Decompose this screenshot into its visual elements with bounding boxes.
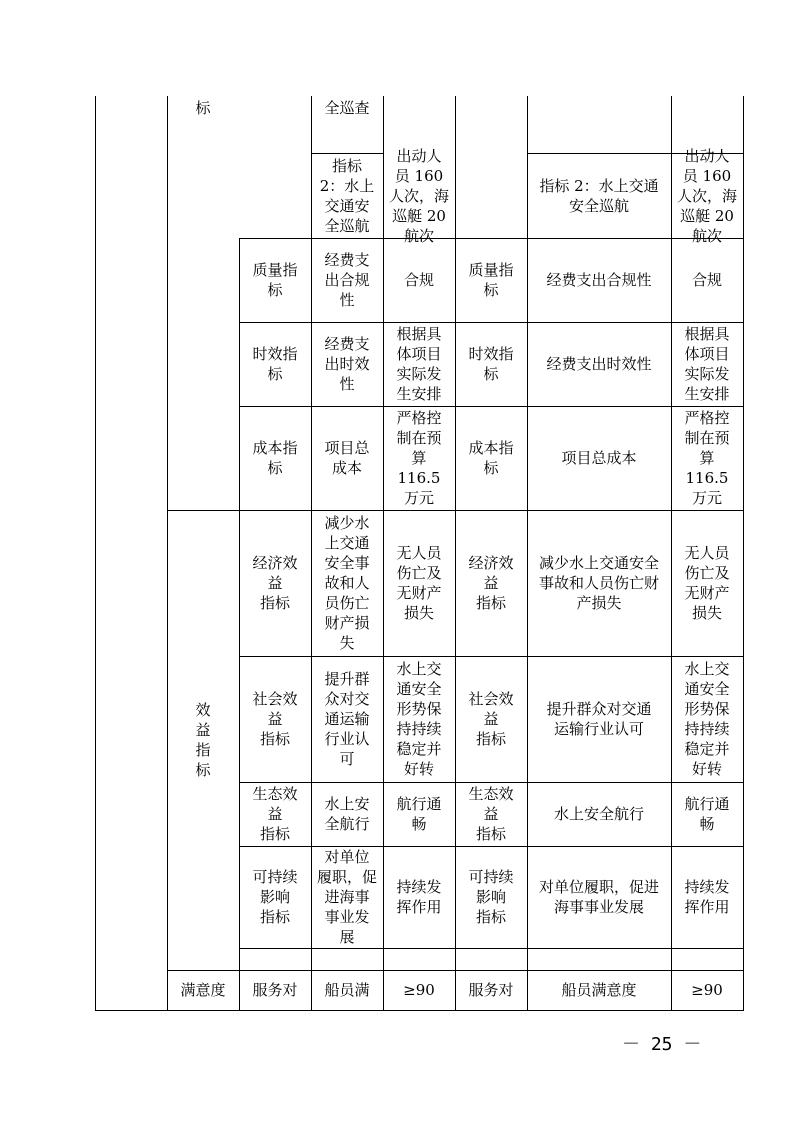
indicator-value-cell: 无人员 伤亡及 无财产 损失 (396, 544, 442, 622)
indicator-value-cell: 持续发 挥作用 (396, 878, 442, 916)
indicator-value-cell: 水上交 通安全 形势保 持持续 稳定并 好转 (684, 660, 730, 778)
indicator-value-cell: ≥90 (691, 981, 723, 999)
indicator-item-cell: 船员满意度 (561, 981, 637, 999)
sub-indicator-cell: 质量指 标 (468, 261, 514, 299)
indicator-value-cell: 根据具 体项目 实际发 生安排 (396, 325, 442, 403)
indicator-value-cell: 航行通 畅 (396, 795, 442, 833)
indicator-value-cell: 合规 (403, 271, 434, 289)
indicator-item-cell: 对单位履职，促进 海事事业发展 (538, 878, 659, 916)
indicator-value-cell: 根据具 体项目 实际发 生安排 (684, 325, 730, 403)
sub-indicator-cell: 社会效 益 指标 (468, 690, 514, 748)
indicator-item-cell: 减少水上交通安全 事故和人员伤亡财 产损失 (538, 554, 659, 612)
sub-indicator-cell: 质量指 标 (252, 261, 298, 299)
indicator-item-cell: 水上安 全航行 (324, 795, 370, 833)
indicator-item-cell: 项目总成本 (561, 449, 637, 467)
indicator-value-cell: 水上交 通安全 形势保 持持续 稳定并 好转 (396, 660, 442, 778)
indicator-item-cell: 水上安全航行 (553, 805, 644, 823)
sub-indicator-cell: 生态效 益 指标 (468, 785, 514, 843)
satisfaction-dim-cell: 满意度 (180, 981, 226, 999)
sub-indicator-cell: 时效指 标 (468, 345, 514, 383)
sub-indicator-cell: 经济效 益 指标 (468, 554, 514, 612)
indicator-value-cell: 无人员 伤亡及 无财产 损失 (684, 544, 730, 622)
sub-indicator-cell: 社会效 益 指标 (252, 690, 298, 748)
indicator-value-cell: 出动人 员 160 人次，海 巡艇 20 航次 (676, 146, 737, 245)
sub-indicator-cell: 服务对 (468, 981, 514, 999)
sub-indicator-cell: 服务对 (252, 981, 298, 999)
indicator-item-cell: 项目总 成本 (324, 439, 370, 477)
sub-indicator-cell: 可持续 影响 指标 (252, 868, 298, 926)
indicator-item-cell: 船员满 (324, 981, 370, 999)
indicator-item-cell: 全巡查 (324, 99, 370, 117)
indicator-value-cell: 持续发 挥作用 (684, 878, 730, 916)
indicator-value-cell: 出动人 员 160 人次，海 巡艇 20 航次 (388, 146, 449, 245)
indicator-value-cell: 航行通 畅 (684, 795, 730, 833)
sub-indicator-cell: 成本指 标 (252, 439, 298, 477)
sub-indicator-cell: 经济效 益 指标 (252, 554, 298, 612)
benefit-dim-cell: 效 益 指 标 (195, 701, 211, 779)
indicator-item-cell: 提升群众对交通 运输行业认可 (546, 700, 652, 738)
indicator-value-cell: 严格控 制在预 算 116.5 万元 (396, 409, 442, 507)
indicator-dim-cell: 标 (195, 99, 211, 117)
sub-indicator-cell: 可持续 影响 指标 (468, 868, 514, 926)
indicator-item-cell: 提升群 众对交 通运输 行业认 可 (324, 670, 370, 768)
indicator-item-cell: 经费支出合规性 (546, 271, 652, 289)
indicator-item-cell: 指标 2：水上交通 安全巡航 (539, 176, 659, 215)
indicator-item-cell: 对单位 履职，促 进海事 事业发 展 (316, 848, 377, 946)
sub-indicator-cell: 生态效 益 指标 (252, 785, 298, 843)
indicator-item-cell: 经费支 出时效 性 (324, 335, 370, 393)
sub-indicator-cell: 成本指 标 (468, 439, 514, 477)
indicator-item-cell: 减少水 上交通 安全事 故和人 员伤亡 财产损 失 (324, 514, 370, 652)
indicator-value-cell: 合规 (691, 271, 722, 289)
sub-indicator-cell: 时效指 标 (252, 345, 298, 383)
page-number: － 25 － (622, 1034, 702, 1055)
indicator-item-cell: 指标 2：水上 交通安 全巡航 (319, 156, 375, 235)
indicator-item-cell: 经费支 出合规 性 (324, 251, 370, 309)
indicator-value-cell: 严格控 制在预 算 116.5 万元 (684, 409, 730, 507)
indicator-item-cell: 经费支出时效性 (546, 355, 652, 373)
indicator-value-cell: ≥90 (403, 981, 435, 999)
